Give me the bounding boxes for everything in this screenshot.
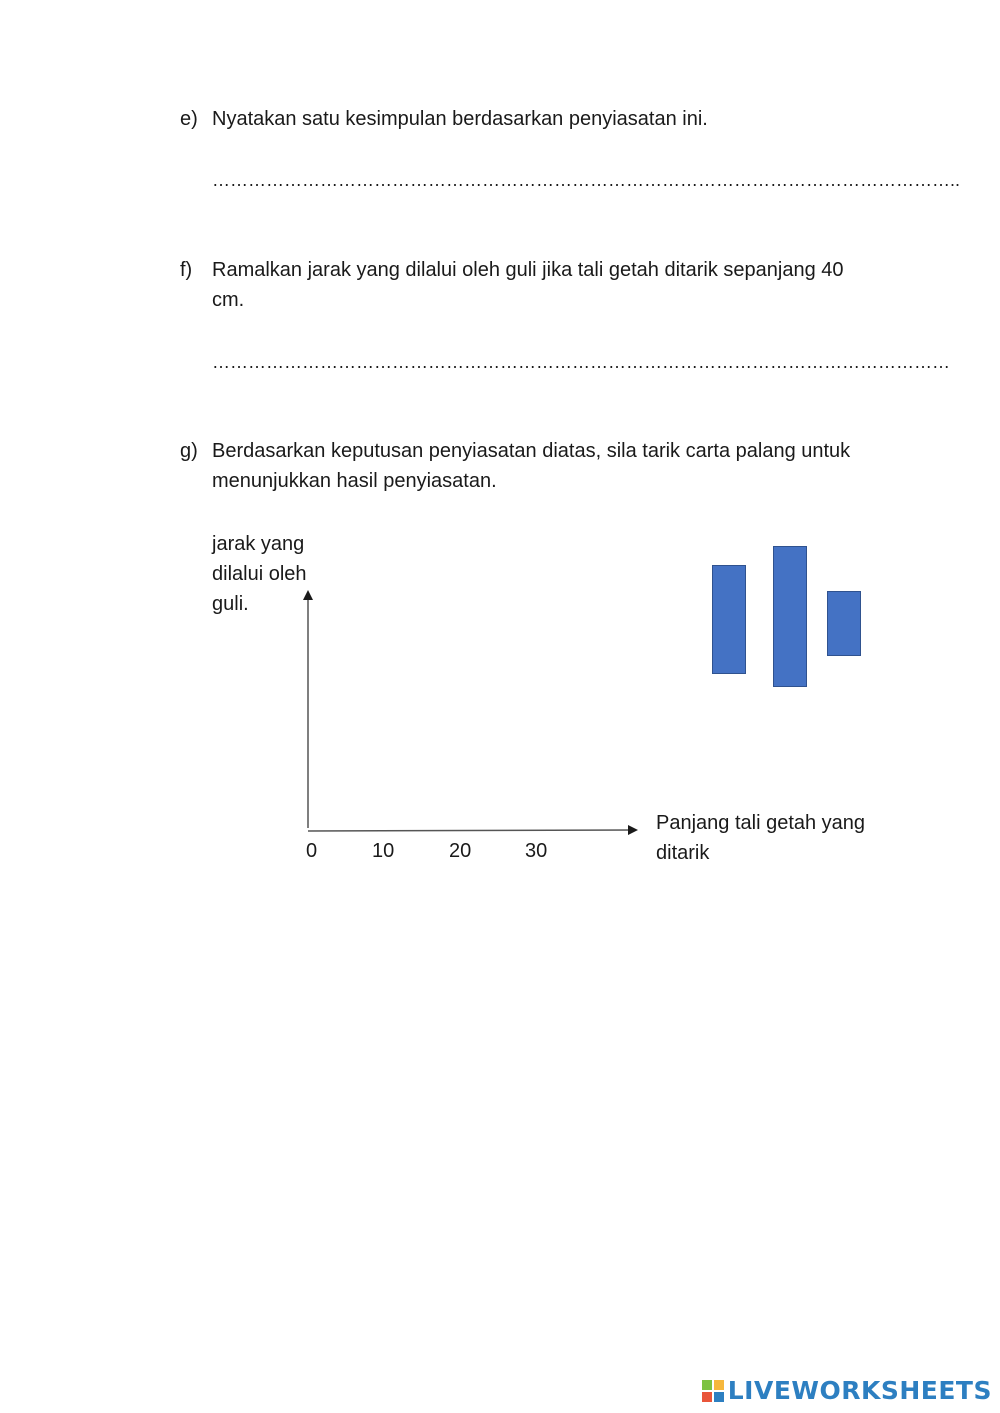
question-letter: g) <box>180 440 198 462</box>
x-tick-label: 20 <box>449 840 472 862</box>
question-text: Nyatakan satu kesimpulan berdasarkan penyiasatan ini. <box>212 108 708 130</box>
draggable-bar-2[interactable] <box>773 546 807 687</box>
draggable-bar-3[interactable] <box>827 591 861 656</box>
x-tick-label: 10 <box>372 840 395 862</box>
x-tick-label: 30 <box>525 840 548 862</box>
question-text: Berdasarkan keputusan penyiasatan diatas, sila tarik carta palang untuk menunjukkan hasil penyiasatan. <box>212 440 851 492</box>
watermark-text: LIVEWORKSHEETS <box>727 1376 992 1405</box>
question-letter: f) <box>180 259 193 281</box>
x-axis-label-text: Panjang tali getah yang ditarik <box>656 812 866 864</box>
liveworksheets-watermark <box>702 1376 992 1405</box>
liveworksheets-logo-icon <box>702 1380 724 1402</box>
x-axis <box>308 830 636 831</box>
answer-field-e[interactable]: …………………………………………………………………………………………………………….. <box>212 170 961 190</box>
question-text: Ramalkan jarak yang dilalui oleh guli jika tali getah ditarik sepanjang 40 cm. <box>212 259 844 311</box>
x-axis-label <box>656 808 896 868</box>
x-tick-label: 0 <box>306 840 318 862</box>
question-letter: e) <box>180 108 198 130</box>
draggable-bar-1[interactable] <box>712 565 746 674</box>
answer-field-f[interactable]: …………………………………………………………………………………………………………… <box>212 352 950 372</box>
y-axis-label: jarak yang dilalui oleh guli. <box>212 533 307 615</box>
